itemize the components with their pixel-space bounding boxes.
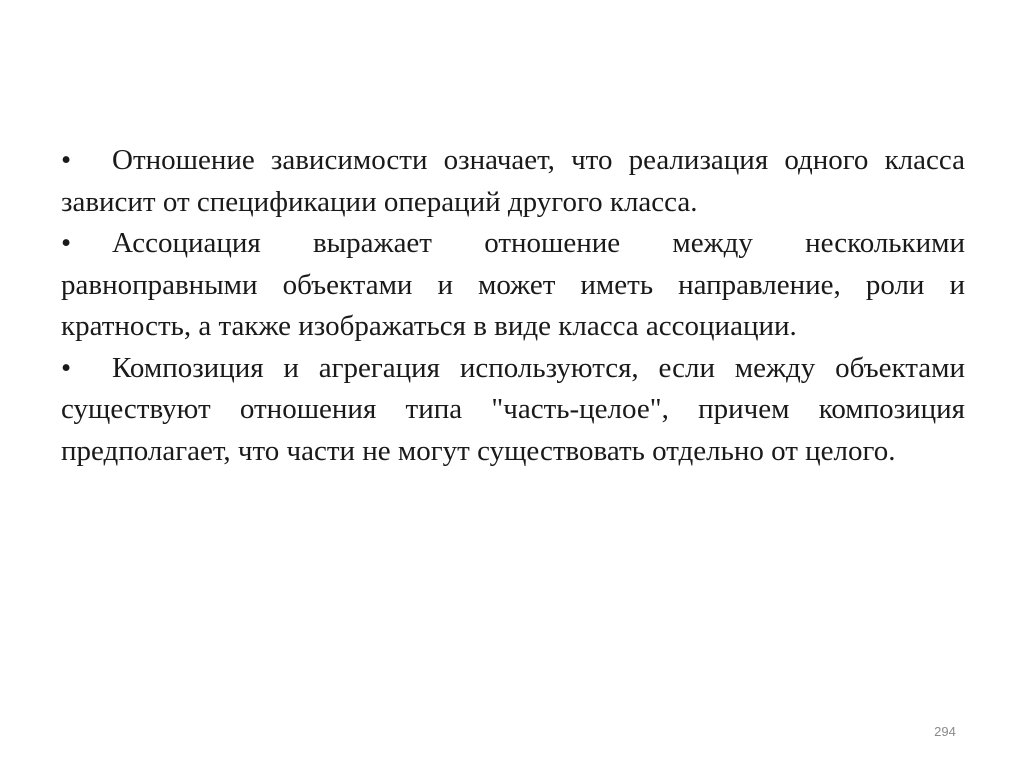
bullet-icon: • [61, 227, 72, 259]
bullet-item-composition [61, 348, 965, 473]
bullet-text-dependency: Отношение зависимости означает, что реализация одного класса зависит от спецификации операций другого класса. [61, 144, 965, 218]
bullet-icon: • [61, 351, 72, 384]
slide-body [61, 140, 965, 472]
bullet-icon: • [61, 144, 72, 176]
bullet-item-association [61, 223, 965, 348]
bullet-item-dependency [61, 140, 965, 223]
bullet-text-composition: Композиция и агрегация используются, если между объектами существуют отношения типа "часть-целое", причем композиция предполагает, что части не могут существовать отдельно от целого. [61, 351, 965, 467]
bullet-text-association: Ассоциация выражает отношение между несколькими равноправными объектами и может иметь направление, роли и кратность, а также изображаться в виде класса ассоциации. [61, 227, 965, 342]
page-number: 294 [934, 724, 956, 739]
